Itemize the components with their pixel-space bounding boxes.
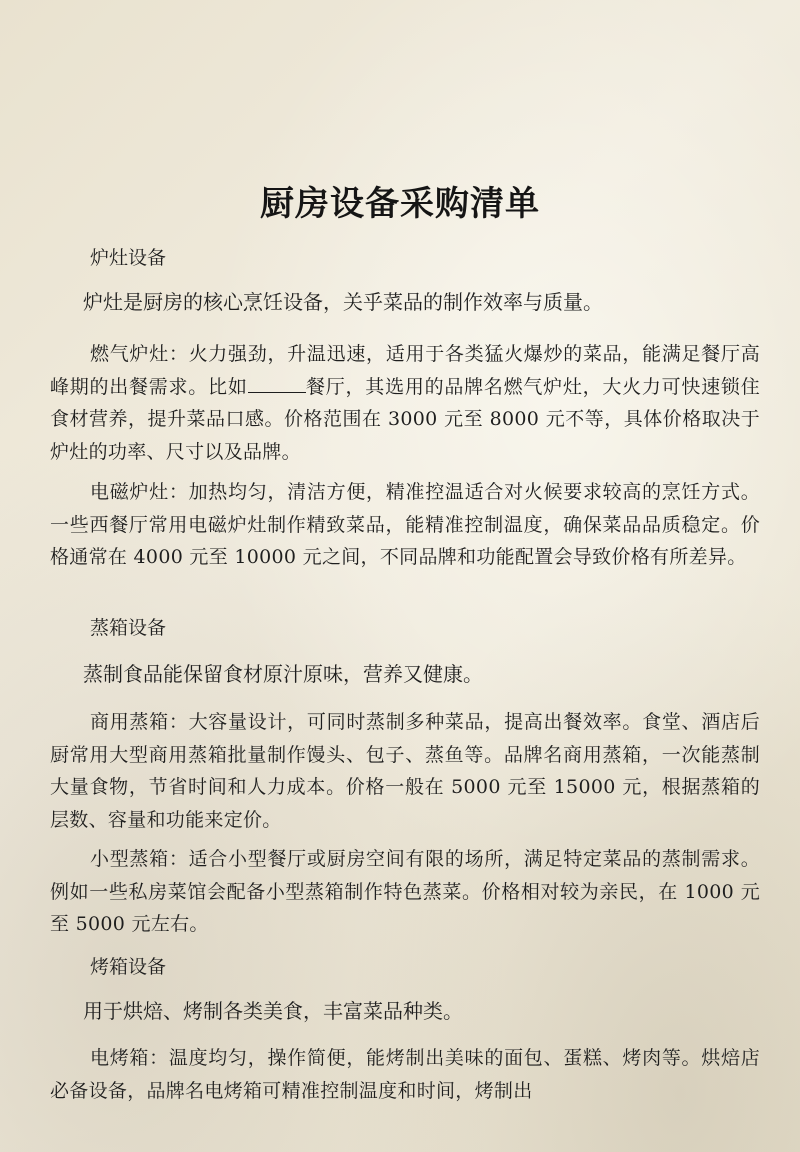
paragraph-induction-stove: 电磁炉灶：加热均匀，清洁方便，精准控温适合对火候要求较高的烹饪方式。一些西餐厅常用电磁炉灶制作精致菜品，能精准控制温度，确保菜品品质稳定。价格通常在 4000 元至 10000 元之间，不同品牌和功能配置会导致价格有所差异。 [50, 481, 760, 568]
section-heading-steamer: 蒸箱设备 [90, 617, 167, 639]
section-intro-steamer: 蒸制食品能保留食材原汁原味，营养又健康。 [83, 662, 483, 686]
section-heading-oven: 烤箱设备 [90, 956, 167, 978]
section-heading-stove: 炉灶设备 [90, 247, 167, 269]
section-intro-stove: 炉灶是厨房的核心烹饪设备，关乎菜品的制作效率与质量。 [83, 290, 603, 314]
paragraph-text: 燃气炉灶：火力强劲，升温迅速，适用于各类猛火爆炒的菜品，能满足餐厅高峰期的出餐需求。比如 [50, 343, 760, 398]
page-title: 厨房设备采购清单 [260, 184, 540, 224]
paragraph-electric-oven: 电烤箱：温度均匀，操作简便，能烤制出美味的面包、蛋糕、烤肉等。烘焙店必备设备，品牌名电烤箱可精准控制温度和时间，烤制出 [50, 1047, 760, 1102]
paragraph-small-steamer: 小型蒸箱：适合小型餐厅或厨房空间有限的场所，满足特定菜品的蒸制需求。例如一些私房菜馆会配备小型蒸箱制作特色蒸菜。价格相对较为亲民，在 1000 元至 5000 元左右。 [50, 848, 760, 935]
paragraph-gas-stove [50, 338, 760, 468]
paragraph-commercial-steamer: 商用蒸箱：大容量设计，可同时蒸制多种菜品，提高出餐效率。食堂、酒店后厨常用大型商用蒸箱批量制作馒头、包子、蒸鱼等。品牌名商用蒸箱，一次能蒸制大量食物，节省时间和人力成本。价格一般在 5000 元至 15000 元，根据蒸箱的层数、容量和功能来定价。 [50, 711, 760, 831]
paragraph-text: 餐厅，其选用的品牌名燃气炉灶，大火力可快速锁住食材营养，提升菜品口感。价格范围在 3000 元至 8000 元不等，具体价格取决于炉灶的功率、尺寸以及品牌。 [50, 375, 760, 463]
section-intro-oven: 用于烘焙、烤制各类美食，丰富菜品种类。 [83, 999, 463, 1023]
fill-in-blank [248, 374, 306, 393]
